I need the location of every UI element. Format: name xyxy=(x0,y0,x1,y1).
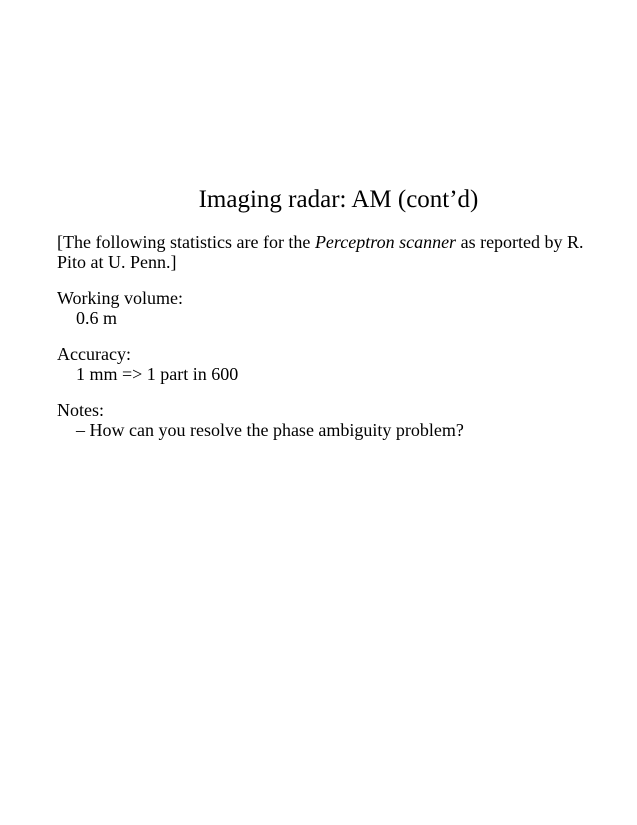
section-notes xyxy=(57,400,602,440)
intro-paragraph xyxy=(57,232,602,272)
slide-title: Imaging radar: AM (cont’d) xyxy=(198,186,479,213)
accuracy-label: Accuracy: xyxy=(57,344,131,364)
section-accuracy xyxy=(57,344,602,384)
notes-item: – How can you resolve the phase ambiguity problem? xyxy=(76,420,464,440)
intro-emphasis: Perceptron scanner xyxy=(314,232,457,252)
notes-label: Notes: xyxy=(57,400,104,420)
slide-content xyxy=(57,232,602,456)
intro-text-after: as reported by R. Pito at U. Penn.] xyxy=(57,232,584,272)
section-working-volume xyxy=(57,288,602,328)
accuracy-value: 1 mm => 1 part in 600 xyxy=(76,364,239,384)
working-volume-value: 0.6 m xyxy=(76,308,118,328)
working-volume-label: Working volume: xyxy=(57,288,184,308)
intro-text-before: [The following statistics are for the xyxy=(57,232,315,252)
